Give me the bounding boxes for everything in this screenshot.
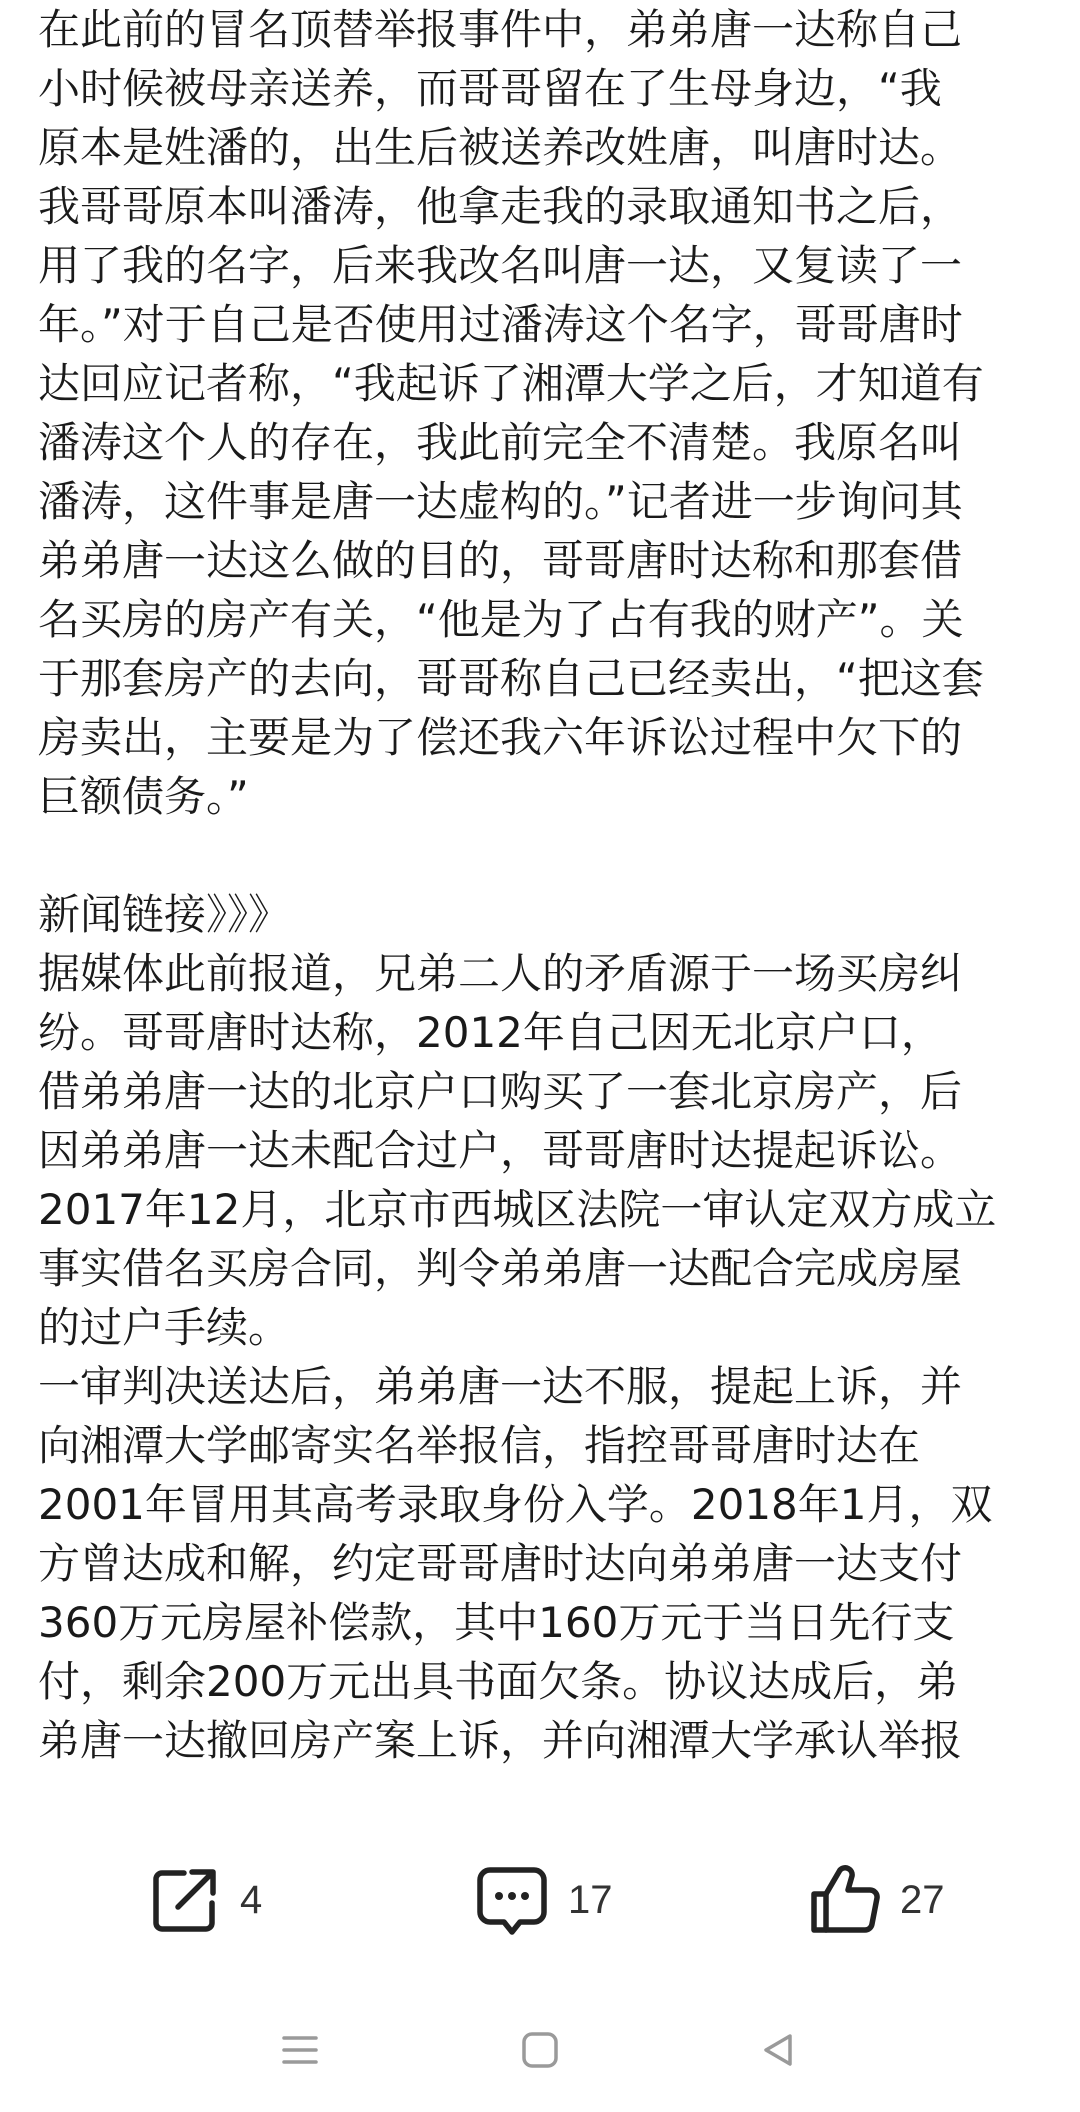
article-line: 向湘潭大学邮寄实名举报信，指控哥哥唐时达在 — [38, 1421, 921, 1470]
article-line: 因弟弟唐一达未配合过户，哥哥唐时达提起诉讼。 — [38, 1126, 963, 1175]
share-button[interactable] — [148, 1860, 262, 1940]
comment-icon — [474, 1862, 550, 1938]
article-line: 我哥哥原本叫潘涛，他拿走我的录取通知书之后， — [38, 182, 963, 231]
article-line: 潘涛这个人的存在，我此前完全不清楚。我原名叫 — [38, 418, 963, 467]
article-line: 360万元房屋补偿款，其中160万元于当日先行支 — [38, 1598, 955, 1647]
article-line: 借弟弟唐一达的北京户口购买了一套北京房产，后 — [38, 1067, 963, 1116]
article-line: 弟唐一达撤回房产案上诉，并向湘潭大学承认举报 — [38, 1716, 963, 1765]
article-line: 一审判决送达后，弟弟唐一达不服，提起上诉，并 — [38, 1362, 963, 1411]
article-line: 新闻链接》》》 — [38, 890, 291, 939]
back-icon — [758, 2030, 798, 2074]
article-line: 据媒体此前报道，兄弟二人的矛盾源于一场买房纠 — [38, 949, 963, 998]
article-line: 的过户手续。 — [38, 1303, 291, 1352]
home-button[interactable] — [500, 2012, 580, 2092]
article-line: 潘涛，这件事是唐一达虚构的。”记者进一步询问其 — [38, 477, 963, 526]
article-line: 2017年12月，北京市西城区法院一审认定双方成立 — [38, 1185, 997, 1234]
system-navigation-bar — [0, 1990, 1080, 2112]
like-button[interactable] — [806, 1860, 945, 1940]
article-line: 方曾达成和解，约定哥哥唐时达向弟弟唐一达支付 — [38, 1539, 963, 1588]
action-bar — [0, 1812, 1080, 1990]
like-count: 27 — [900, 1877, 945, 1922]
menu-button[interactable] — [260, 2012, 340, 2092]
article-line: 名买房的房产有关，“他是为了占有我的财产”。关 — [38, 595, 964, 644]
back-button[interactable] — [738, 2012, 818, 2092]
article-line: 付，剩余200万元出具书面欠条。协议达成后，弟 — [38, 1657, 959, 1706]
home-icon — [520, 2030, 560, 2074]
article-line: 事实借名买房合同，判令弟弟唐一达配合完成房屋 — [38, 1244, 963, 1293]
article-line: 原本是姓潘的，出生后被送养改姓唐，叫唐时达。 — [38, 123, 963, 172]
article-line — [38, 826, 1048, 885]
article-line: 小时候被母亲送养，而哥哥留在了生母身边，“我 — [38, 64, 942, 113]
menu-icon — [280, 2030, 320, 2074]
article-line: 于那套房产的去向，哥哥称自己已经卖出，“把这套 — [38, 654, 984, 703]
comment-count: 17 — [568, 1877, 613, 1922]
article-line: 弟弟唐一达这么做的目的，哥哥唐时达称和那套借 — [38, 536, 963, 585]
article-line: 2001年冒用其高考录取身份入学。2018年1月，双 — [38, 1480, 993, 1529]
article-line: 在此前的冒名顶替举报事件中，弟弟唐一达称自己 — [38, 5, 963, 54]
article-line: 达回应记者称，“我起诉了湘潭大学之后，才知道有 — [38, 359, 984, 408]
comment-button[interactable] — [474, 1860, 613, 1940]
article-line: 用了我的名字，后来我改名叫唐一达，又复读了一 — [38, 241, 963, 290]
article-line: 房卖出，主要是为了偿还我六年诉讼过程中欠下的 — [38, 713, 963, 762]
share-count: 4 — [240, 1877, 263, 1922]
article-line: 年。”对于自己是否使用过潘涛这个名字，哥哥唐时 — [38, 300, 963, 349]
thumbs-up-icon — [806, 1862, 882, 1938]
article-line: 巨额债务。” — [38, 772, 249, 821]
share-icon — [148, 1863, 222, 1937]
article-body — [38, 0, 1048, 1812]
article-line: 纷。哥哥唐时达称，2012年自己因无北京户口， — [38, 1008, 943, 1057]
